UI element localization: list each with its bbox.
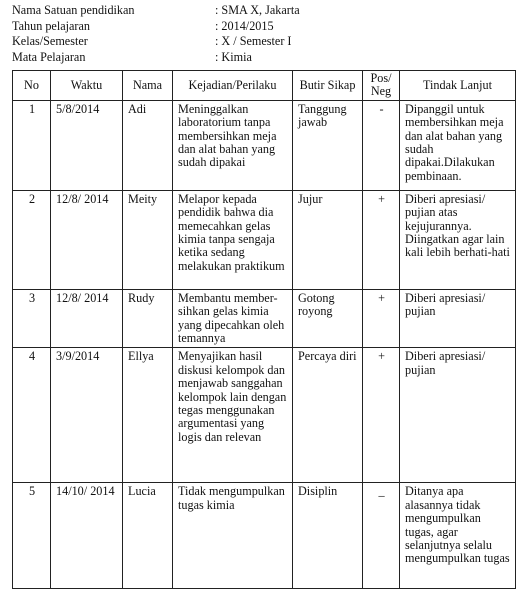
- cell-tindak: Diberi apresiasi/ pujian atas kejujurannya. Diingatkan agar lain kali lebih berhati-hati: [400, 190, 516, 289]
- meta-label: Tahun pelajaran: [12, 18, 90, 33]
- meta-row-school: [12, 3, 512, 19]
- cell-tindak: Diberi apresiasi/ pujian: [400, 289, 516, 348]
- cell-waktu: 12/8/ 2014: [51, 289, 123, 348]
- cell-kejadian: Meninggalkan laboratorium tanpa membersihkan meja dan alat bahan yang sudah dipakai: [173, 100, 293, 190]
- cell-posneg: +: [363, 289, 400, 348]
- cell-tindak: Diberi apresiasi/ pujian: [400, 348, 516, 483]
- cell-nama: Meity: [123, 190, 173, 289]
- meta-label: Nama Satuan pendidikan: [12, 3, 135, 17]
- table-row: [13, 483, 516, 589]
- column-header-kejadian: Kejadian/Perilaku: [173, 71, 293, 101]
- table-row: [13, 289, 516, 348]
- meta-value: : Kimia: [215, 49, 252, 64]
- meta-value: : X / Semester I: [215, 34, 292, 48]
- cell-nama: Lucia: [123, 483, 173, 589]
- cell-no: 5: [13, 483, 51, 589]
- cell-posneg: _: [363, 483, 400, 589]
- cell-kejadian: Menyajikan hasil diskusi kelompok dan menjawab sanggahan kelompok lain dengan tegas menggunakan argumentasi yang logis dan relevan: [173, 348, 293, 483]
- cell-sikap: Tanggung jawab: [293, 100, 363, 190]
- table-row: [13, 100, 516, 190]
- table-header-row: [13, 71, 516, 101]
- column-header-waktu: Waktu: [51, 71, 123, 101]
- cell-waktu: 14/10/ 2014: [51, 483, 123, 589]
- cell-nama: Adi: [123, 100, 173, 190]
- cell-posneg: -: [363, 100, 400, 190]
- meta-row-class: [12, 34, 512, 50]
- meta-label: Kelas/Semester: [12, 34, 88, 48]
- cell-posneg: +: [363, 348, 400, 483]
- cell-posneg: +: [363, 190, 400, 289]
- cell-sikap: Disiplin: [293, 483, 363, 589]
- column-header-posneg: Pos/ Neg: [363, 71, 400, 101]
- cell-sikap: Percaya diri: [293, 348, 363, 483]
- column-header-tindak: Tindak Lanjut: [400, 71, 516, 101]
- cell-kejadian: Membantu member-sihkan gelas kimia yang dipecahkan oleh temannya: [173, 289, 293, 348]
- cell-no: 2: [13, 190, 51, 289]
- cell-tindak: Ditanya apa alasannya tidak mengumpulkan tugas, agar selanjutnya selalu mengumpulkan tugas: [400, 483, 516, 589]
- column-header-nama: Nama: [123, 71, 173, 101]
- cell-waktu: 5/8/2014: [51, 100, 123, 190]
- table-row: [13, 190, 516, 289]
- cell-kejadian: Melapor kepada pendidik bahwa dia memecahkan gelas kimia tanpa sengaja ketika sedang melakukan praktikum: [173, 190, 293, 289]
- cell-waktu: 3/9/2014: [51, 348, 123, 483]
- meta-label: Mata Pelajaran: [12, 49, 86, 64]
- cell-nama: Ellya: [123, 348, 173, 483]
- table-row: [13, 348, 516, 483]
- cell-sikap: Gotong royong: [293, 289, 363, 348]
- cell-waktu: 12/8/ 2014: [51, 190, 123, 289]
- cell-kejadian: Tidak mengumpulkan tugas kimia: [173, 483, 293, 589]
- document-header: [12, 3, 512, 65]
- cell-no: 3: [13, 289, 51, 348]
- cell-sikap: Jujur: [293, 190, 363, 289]
- meta-row-subject: [12, 50, 512, 66]
- cell-no: 1: [13, 100, 51, 190]
- cell-tindak: Dipanggil untuk membersihkan meja dan alat bahan yang sudah dipakai.Dilakukan pembinaan.: [400, 100, 516, 190]
- meta-value: : 2014/2015: [215, 18, 274, 33]
- meta-row-year: [12, 19, 512, 35]
- journal-table: [12, 70, 516, 589]
- meta-value: : SMA X, Jakarta: [215, 3, 300, 17]
- cell-no: 4: [13, 348, 51, 483]
- column-header-sikap: Butir Sikap: [293, 71, 363, 101]
- column-header-no: No: [13, 71, 51, 101]
- cell-nama: Rudy: [123, 289, 173, 348]
